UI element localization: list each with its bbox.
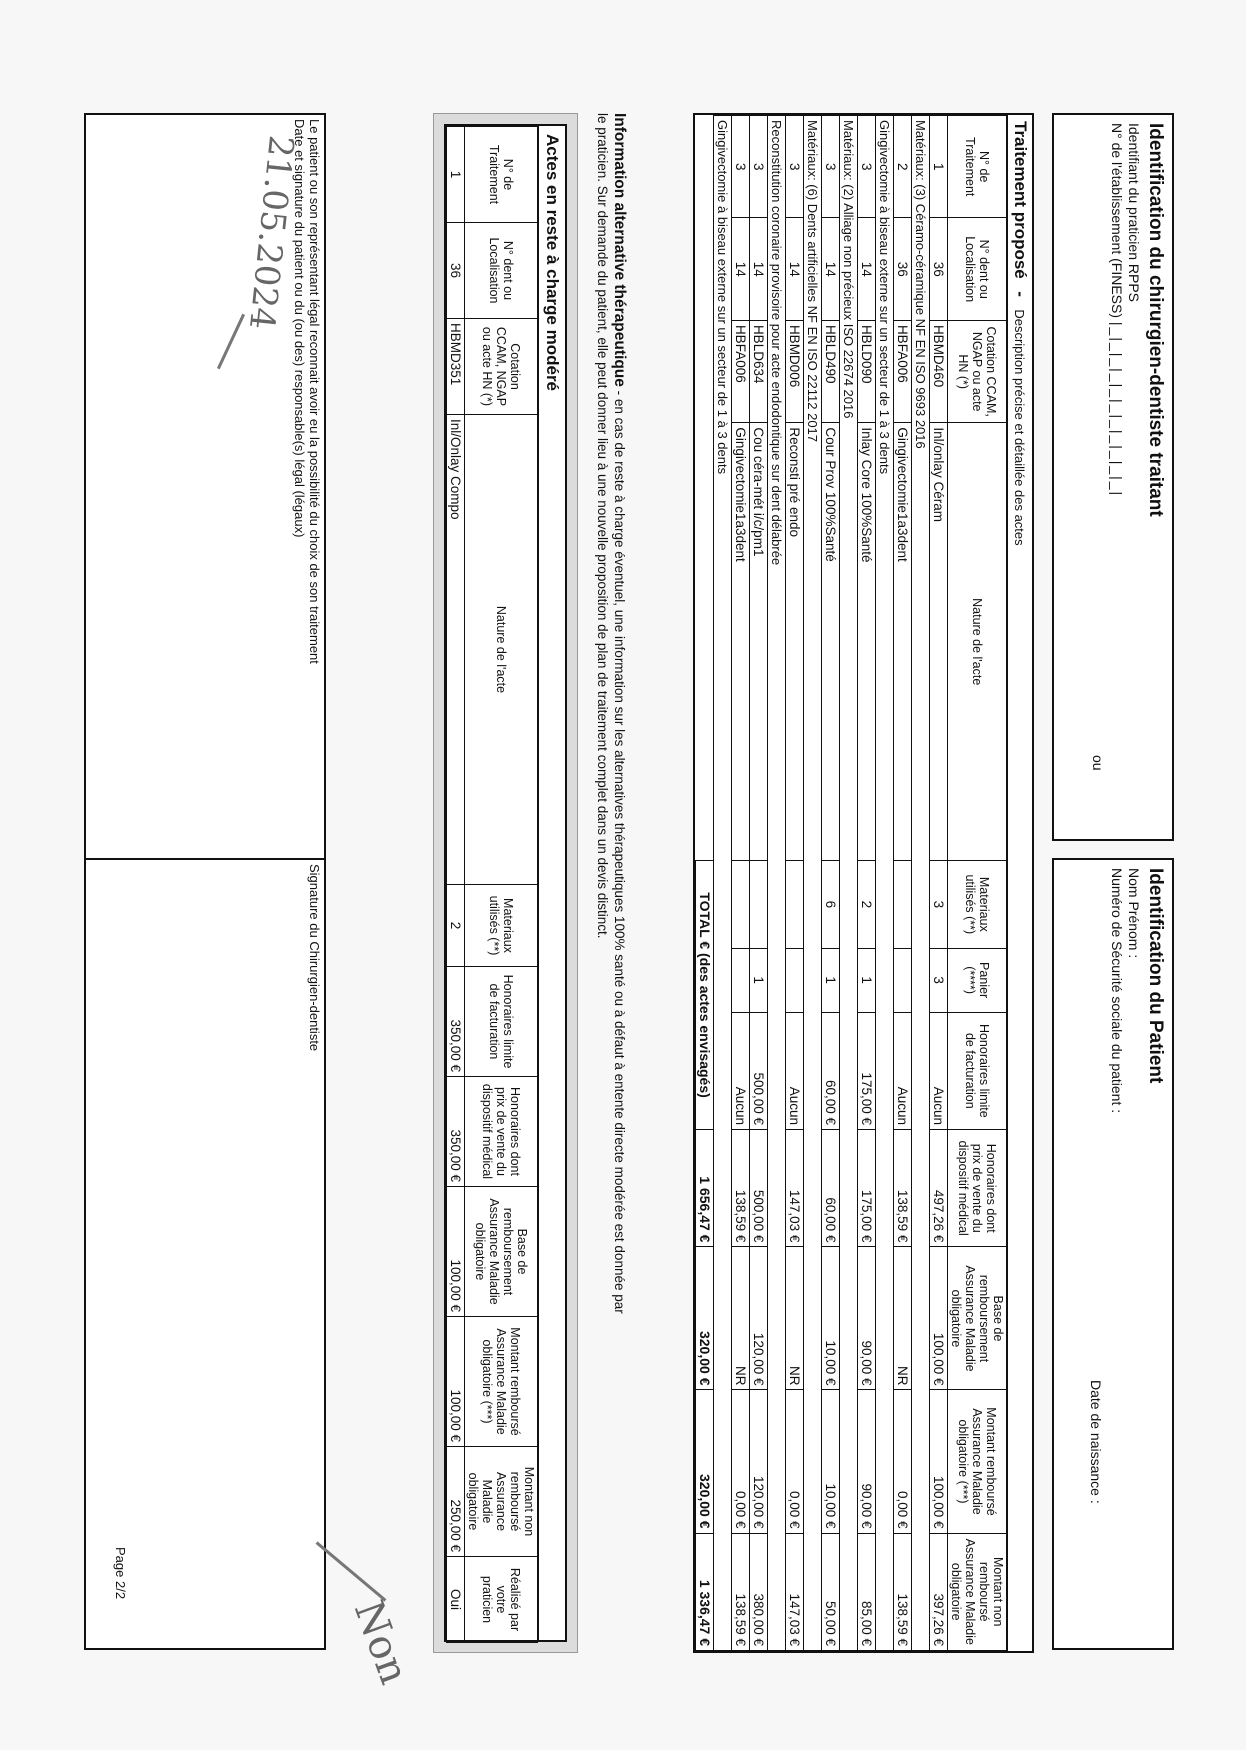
table-cell: 10,00 € [822,1390,840,1533]
table-cell: 175,00 € [858,1012,876,1129]
finess-label: N° de l'établissement (FINESS) [1109,123,1125,319]
finess-line [1108,123,1125,831]
non-stroke [316,1541,387,1601]
treatment-title: Traitement proposé [1011,121,1030,279]
table-cell: 50,00 € [822,1533,840,1650]
table-cell: HBMD460 [930,320,948,422]
table-cell: Gingivectomie1a3dent [894,423,912,861]
column-header: Nature de l'acte [465,415,538,885]
table-row [447,127,465,1643]
or-label: ou [1090,755,1106,771]
table-cell: 138,59 € [732,1130,750,1247]
table-cell: 1 [930,116,948,218]
table-row [858,116,876,1651]
table-cell: 0,00 € [786,1390,804,1533]
table-row [714,116,732,1651]
column-header: N° dent ou Localisation [465,223,538,319]
moderate-acts-section [433,113,578,1653]
table-cell: 3 [750,116,768,218]
table-cell: 350,00 € [447,967,465,1077]
table-row [768,116,786,1651]
table-cell: Gingivectomie1a3dent [732,423,750,861]
table-cell [732,861,750,949]
table-cell: HBLD090 [858,320,876,422]
table-cell: 36 [894,218,912,320]
table-cell: HBMD351 [447,319,465,415]
treatment-header [1007,115,1032,1651]
column-header: Base de remboursement Assurance Maladie obligatoire [948,1247,1007,1390]
material-description: Gingivectomie à biseau externe sur un secteur de 1 à 3 dents [876,116,894,1651]
column-header: Nature de l'acte [948,423,1007,861]
table-row [912,116,930,1651]
column-header: N° de Traitement [948,116,1007,218]
info-title: Information alternative thérapeutique [611,113,628,387]
table-cell: 14 [750,218,768,320]
table-cell: Inl/onlay Céram [930,423,948,861]
table-cell [732,948,750,1012]
total-value: 1 656,47 € [696,1130,714,1247]
moderate-acts-table [446,126,538,1643]
total-value: 1 336,47 € [696,1533,714,1650]
material-description: Reconstitution coronaire provisoire pour acte endodontique sur dent délabrée [768,116,786,1651]
table-cell: 1 [447,127,465,223]
table-cell: 14 [732,218,750,320]
moderate-acts-title: Actes en reste à charge modéré [538,126,565,1640]
column-header: Honoraires limite de facturation [465,967,538,1077]
table-cell [894,861,912,949]
table-cell: 147,03 € [786,1130,804,1247]
table-cell: Aucun [786,1012,804,1129]
table-cell: 497,26 € [930,1130,948,1247]
column-header: Panier (****) [948,948,1007,1012]
dentist-signature-box [84,858,326,1650]
table-cell [786,948,804,1012]
table-cell: 1 [822,948,840,1012]
moderate-header-row [465,127,538,1643]
table-cell: 175,00 € [858,1130,876,1247]
table-cell: 100,00 € [930,1247,948,1390]
table-cell: 120,00 € [750,1390,768,1533]
patient-id-box [1052,858,1174,1650]
treatment-body [696,116,948,1651]
table-row [750,116,768,1651]
table-cell: 350,00 € [447,1077,465,1187]
total-label: TOTAL € (des actes envisagés) [696,861,714,1130]
patient-sign-text: Date et signature du patient ou du (ou des) responsable(s) légal (légaux) [292,119,307,538]
table-cell: 147,03 € [786,1533,804,1650]
patient-name-label: Nom Prénom : [1126,868,1142,959]
table-cell: 60,00 € [822,1012,840,1129]
table-cell: 36 [930,218,948,320]
table-cell: 0,00 € [894,1390,912,1533]
column-header: Base de remboursement Assurance Maladie obligatoire [465,1187,538,1317]
patient-dob-label: Date de naissance : [1088,1380,1104,1504]
table-cell: 100,00 € [447,1187,465,1317]
column-header: N° de Traitement [465,127,538,223]
table-cell: HBFA006 [894,320,912,422]
column-header: Réalisé par votre praticien [465,1557,538,1643]
treatment-subtitle: Description précise et détaillée des actes [1012,309,1027,546]
patient-ack-text: Le patient ou son représentant légal reconnait avoir eu la possibilité du choix de son traitement [307,119,322,664]
table-cell: NR [732,1247,750,1390]
table-cell: Aucun [930,1012,948,1129]
info-text-1: - en cas de reste à charge éventuel, une information sur les alternatives thérapeutiques 100% santé ou à défaut à entente directe modérée est donnée par [612,386,627,1314]
table-cell: 2 [447,885,465,967]
table-row [840,116,858,1651]
table-cell: HBLD634 [750,320,768,422]
handwritten-date: 21.05.2024 [240,133,302,332]
table-cell: 3 [858,116,876,218]
table-cell [894,948,912,1012]
table-cell: 2 [858,861,876,949]
table-cell: Inl/Onlay Compo [447,415,465,885]
column-header: N° dent ou Localisation [948,218,1007,320]
practitioner-id-box [1052,113,1174,841]
table-cell: 6 [822,861,840,949]
table-cell: Aucun [894,1012,912,1129]
table-cell: 14 [786,218,804,320]
page-number: Page 2/2 [113,1547,128,1600]
table-cell: HBMD006 [786,320,804,422]
total-spacer [696,116,714,861]
table-cell: 3 [930,948,948,1012]
table-cell: 380,00 € [750,1533,768,1650]
table-cell: 138,59 € [894,1533,912,1650]
treatment-dash: - [1011,291,1030,297]
table-cell: 1 [858,948,876,1012]
table-cell: 3 [732,116,750,218]
column-header: Honoraires dont prix de vente du dispositif médical [465,1077,538,1187]
info-alternative [595,113,628,1653]
patient-ssn-label: Numéro de Sécurité sociale du patient : [1109,868,1125,1114]
moderate-acts-inner [444,124,567,1642]
total-row [696,116,714,1651]
table-row [732,116,750,1651]
material-description: Gingivectomie à biseau externe sur un secteur de 1 à 3 dents [714,116,732,1651]
info-text-2: le praticien. Sur demande du patient, elle peut donner lieu à une nouvelle proposition de plan de traitement complet dans un devis distinct. [595,113,610,939]
finess-boxes: |_|_|_|_|_|_|_|_|_|_|_| [1109,321,1125,498]
column-header: Cotation CCAM, NGAP ou acte HN (*) [948,320,1007,422]
table-cell: 14 [858,218,876,320]
column-header: Materiaux utilisés (**) [948,861,1007,949]
table-cell: NR [786,1247,804,1390]
practitioner-title: Identification du chirurgien-dentiste traitant [1145,123,1166,517]
column-header: Montant remboursé Assurance Maladie obligatoire (***) [948,1390,1007,1533]
table-cell: 250,00 € [447,1447,465,1557]
rpps-label: Identifiant du praticien RPPS [1126,123,1142,302]
table-cell: Inlay Core 100%Santé [858,423,876,861]
table-cell: Reconsti pré endo [786,423,804,861]
info-line-1 [610,113,628,1653]
table-cell: Oui [447,1557,465,1643]
table-cell: HBFA006 [732,320,750,422]
table-cell: 90,00 € [858,1390,876,1533]
column-header: Cotation CCAM, NGAP ou acte HN (*) [465,319,538,415]
table-cell [750,861,768,949]
table-row [822,116,840,1651]
table-cell: 85,00 € [858,1533,876,1650]
column-header: Montant non remboursé Assurance Maladie obligatoire [465,1447,538,1557]
column-header: Montant remboursé Assurance Maladie obligatoire (***) [465,1317,538,1447]
table-cell: 1 [750,948,768,1012]
table-row [876,116,894,1651]
table-cell: 138,59 € [894,1130,912,1247]
treatment-section [693,113,1034,1653]
table-cell: 138,59 € [732,1533,750,1650]
table-cell: HBLD490 [822,320,840,422]
table-cell: 500,00 € [750,1130,768,1247]
table-row [786,116,804,1651]
table-cell: Cour Prov 100%Santé [822,423,840,861]
table-cell: 500,00 € [750,1012,768,1129]
table-cell: 10,00 € [822,1247,840,1390]
table-cell: 120,00 € [750,1247,768,1390]
table-cell: 100,00 € [447,1317,465,1447]
table-cell: Cou céra-mét i/c/pm1 [750,423,768,861]
table-row [804,116,822,1651]
table-row [930,116,948,1651]
table-cell: 2 [894,116,912,218]
table-cell: NR [894,1247,912,1390]
treatment-table [695,115,1007,1651]
material-description: Matériaux: (2) Alliage non précieux ISO 22674 2016 [840,116,858,1651]
table-cell: Aucun [732,1012,750,1129]
column-header: Materiaux utilisés (**) [465,885,538,967]
column-header: Honoraires limite de facturation [948,1012,1007,1129]
column-header: Montant non remboursé Assurance Maladie obligatoire [948,1533,1007,1650]
total-value: 320,00 € [696,1247,714,1390]
table-cell: 90,00 € [858,1247,876,1390]
treatment-header-row [948,116,1007,1651]
total-value: 320,00 € [696,1390,714,1533]
table-cell [786,861,804,949]
table-cell: 3 [930,861,948,949]
table-cell: 14 [822,218,840,320]
table-cell: 3 [786,116,804,218]
table-cell: 3 [822,116,840,218]
column-header: Honoraires dont prix de vente du dispositif médical [948,1130,1007,1247]
table-row [894,116,912,1651]
handwritten-non: Non [344,1594,418,1691]
table-cell: 100,00 € [930,1390,948,1533]
table-cell: 36 [447,223,465,319]
material-description: Matériaux: (6) Dents artificielles NF EN ISO 22112 2017 [804,116,822,1651]
dentist-sign-text: Signature du Chirurgien-dentiste [307,864,322,1052]
table-cell: 60,00 € [822,1130,840,1247]
table-cell: 397,26 € [930,1533,948,1650]
patient-title: Identification du Patient [1145,868,1166,1084]
material-description: Matériaux: (3) Céramo-céramique NF EN ISO 9693 2016 [912,116,930,1651]
table-cell: 0,00 € [732,1390,750,1533]
